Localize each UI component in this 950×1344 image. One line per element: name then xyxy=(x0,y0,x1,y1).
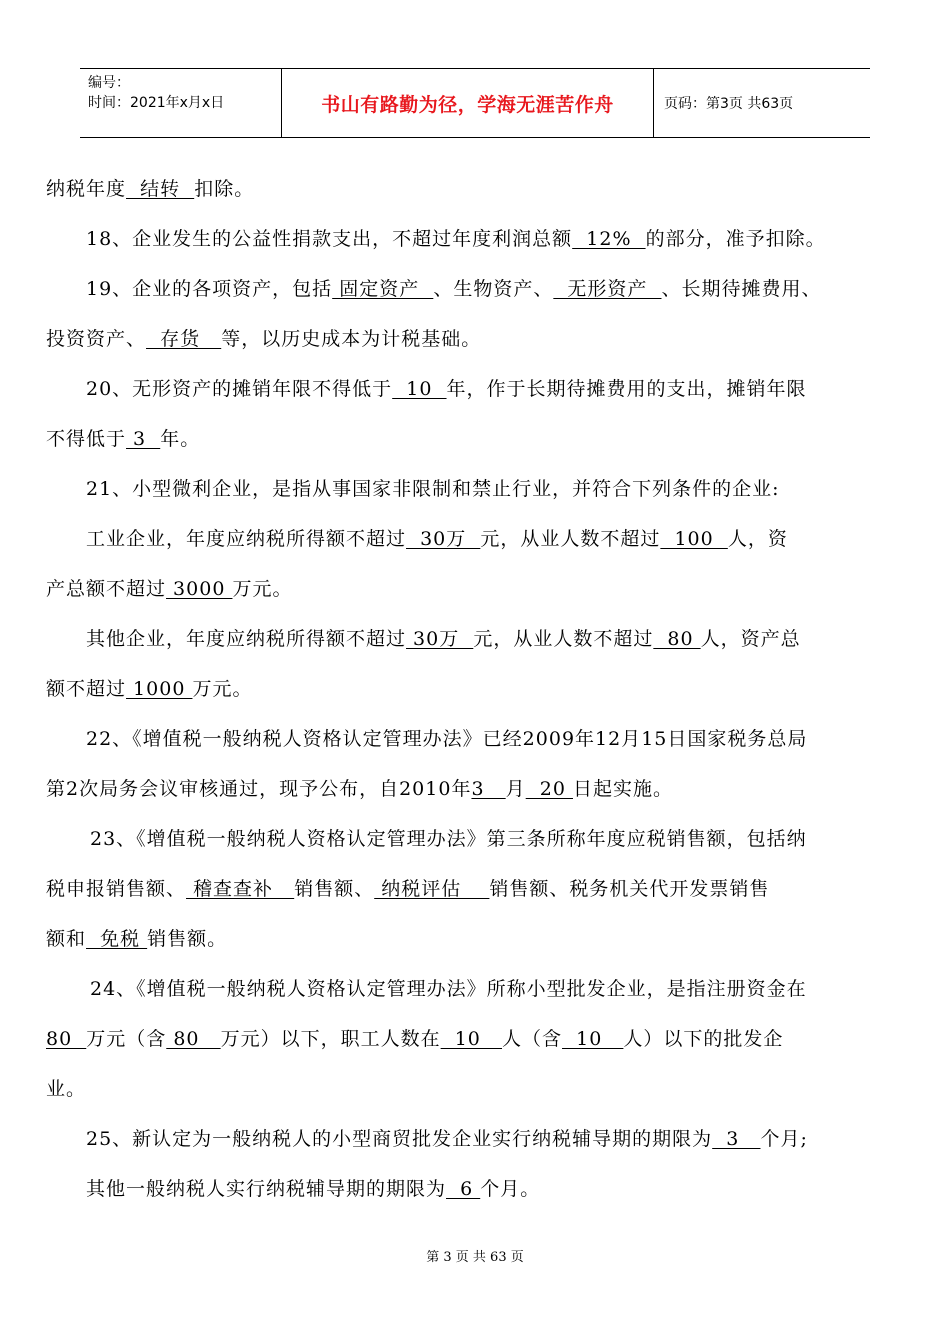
line-text: 、生物资产、 xyxy=(433,278,554,300)
fill-blank: 3 xyxy=(126,428,161,450)
fill-blank: 结转 xyxy=(126,178,195,200)
fill-blank: 10 xyxy=(562,1028,624,1050)
line-text: 不得低于 xyxy=(46,428,127,450)
line-text: 业。 xyxy=(46,1078,87,1100)
line-text: 人（含 xyxy=(502,1028,563,1050)
text-line xyxy=(46,1074,86,1104)
text-line xyxy=(86,1124,808,1154)
text-line xyxy=(46,924,227,954)
fill-blank: 30万 xyxy=(406,528,481,550)
line-text: 人，资产总 xyxy=(700,628,801,650)
line-text: 销售额。 xyxy=(147,928,228,950)
line-text: 万元。 xyxy=(232,578,293,600)
text-line xyxy=(86,1174,540,1204)
text-line xyxy=(86,374,807,404)
line-text: 万元（含 xyxy=(86,1028,167,1050)
text-line xyxy=(86,724,807,754)
line-text: 25、新认定为一般纳税人的小型商贸批发企业实行纳税辅导期的期限为 xyxy=(86,1128,713,1150)
text-line xyxy=(86,524,788,554)
line-text: 元，从业人数不超过 xyxy=(480,528,661,550)
fill-blank: 纳税评估 xyxy=(374,878,490,900)
line-text: 年，作于长期待摊费用的支出，摊销年限 xyxy=(446,378,807,400)
line-text: 税申报销售额、 xyxy=(46,878,187,900)
line-text: 万元。 xyxy=(192,678,253,700)
fill-blank: 100 xyxy=(660,528,728,550)
text-line xyxy=(46,324,481,354)
line-text: 纳税年度 xyxy=(46,178,127,200)
header-meta xyxy=(80,69,282,137)
line-text: 24、《增值税一般纳税人资格认定管理办法》所称小型批发企业，是指注册资金在 xyxy=(90,978,807,1000)
line-text: 万元）以下，职工人数在 xyxy=(220,1028,441,1050)
line-text: 其他一般纳税人实行纳税辅导期的期限为 xyxy=(86,1178,447,1200)
line-text: 22、《增值税一般纳税人资格认定管理办法》已经2009年12月15日国家税务总局 xyxy=(86,728,808,750)
fill-blank: 3 xyxy=(471,778,506,800)
fill-blank: 3 xyxy=(712,1128,761,1150)
line-text: 投资资产、 xyxy=(46,328,147,350)
line-text: 人，资 xyxy=(727,528,788,550)
fill-blank: 1000 xyxy=(126,678,193,700)
fill-blank: 10 xyxy=(440,1028,503,1050)
text-line xyxy=(86,224,826,254)
text-line xyxy=(46,674,252,704)
line-text: 元，从业人数不超过 xyxy=(473,628,654,650)
page-footer: 第 3 页 共 63 页 xyxy=(426,1250,524,1265)
fill-blank: 固定资产 xyxy=(332,278,434,300)
fill-blank: 80 xyxy=(653,628,701,650)
line-text: 23、《增值税一般纳税人资格认定管理办法》第三条所称年度应税销售额，包括纳 xyxy=(90,828,807,850)
line-text: 产总额不超过 xyxy=(46,578,167,600)
fill-blank: 稽查查补 xyxy=(186,878,295,900)
text-line xyxy=(86,624,801,654)
text-line xyxy=(46,874,769,904)
line-text: 20、无形资产的摊销年限不得低于 xyxy=(86,378,393,400)
text-line xyxy=(90,974,807,1004)
line-text: 第2次局务会议审核通过，现予公布，自2010年 xyxy=(46,778,472,800)
line-text: 等，以历史成本为计税基础。 xyxy=(221,328,482,350)
line-text: 的部分，准予扣除。 xyxy=(645,228,826,250)
fill-blank: 20 xyxy=(525,778,573,800)
text-line xyxy=(46,774,673,804)
time-label: 时间：2021年x月x日 xyxy=(88,95,225,111)
line-text: 个月; xyxy=(760,1128,808,1150)
line-text: 月 xyxy=(505,778,526,800)
line-text: 年。 xyxy=(160,428,201,450)
fill-blank: 3000 xyxy=(166,578,233,600)
fill-blank: 80 xyxy=(166,1028,221,1050)
line-text: 个月。 xyxy=(480,1178,541,1200)
line-text: 销售额、税务机关代开发票销售 xyxy=(489,878,770,900)
fill-blank: 12% xyxy=(572,228,646,250)
fill-blank: 6 xyxy=(446,1178,481,1200)
line-text: 、长期待摊费用、 xyxy=(661,278,822,300)
line-text: 销售额、 xyxy=(294,878,375,900)
line-text: 日起实施。 xyxy=(572,778,673,800)
page-header xyxy=(80,68,870,138)
fill-blank: 存货 xyxy=(146,328,222,350)
header-page-label: 页码：第3页 共63页 xyxy=(664,96,794,112)
text-line xyxy=(46,1024,783,1054)
line-text: 19、企业的各项资产，包括 xyxy=(86,278,333,300)
fill-blank: 80 xyxy=(46,1028,87,1050)
line-text: 21、小型微利企业，是指从事国家非限制和禁止行业，并符合下列条件的企业: xyxy=(86,478,780,500)
line-text: 18、企业发生的公益性捐款支出，不超过年度利润总额 xyxy=(86,228,573,250)
text-line xyxy=(46,174,254,204)
text-line xyxy=(86,474,780,504)
fill-blank: 10 xyxy=(392,378,447,400)
line-text: 额不超过 xyxy=(46,678,127,700)
text-line xyxy=(46,574,292,604)
text-line xyxy=(46,424,200,454)
line-text: 人）以下的批发企 xyxy=(623,1028,784,1050)
fill-blank: 无形资产 xyxy=(553,278,662,300)
line-text: 扣除。 xyxy=(194,178,255,200)
header-motto: 书山有路勤为径，学海无涯苦作舟 xyxy=(282,69,654,137)
fill-blank: 30万 xyxy=(406,628,474,650)
text-line xyxy=(86,274,822,304)
fill-blank: 免税 xyxy=(86,928,148,950)
line-text: 额和 xyxy=(46,928,87,950)
line-text: 工业企业，年度应纳税所得额不超过 xyxy=(86,528,407,550)
line-text: 其他企业，年度应纳税所得额不超过 xyxy=(86,628,407,650)
text-line xyxy=(90,824,807,854)
number-label: 编号： xyxy=(88,75,130,91)
